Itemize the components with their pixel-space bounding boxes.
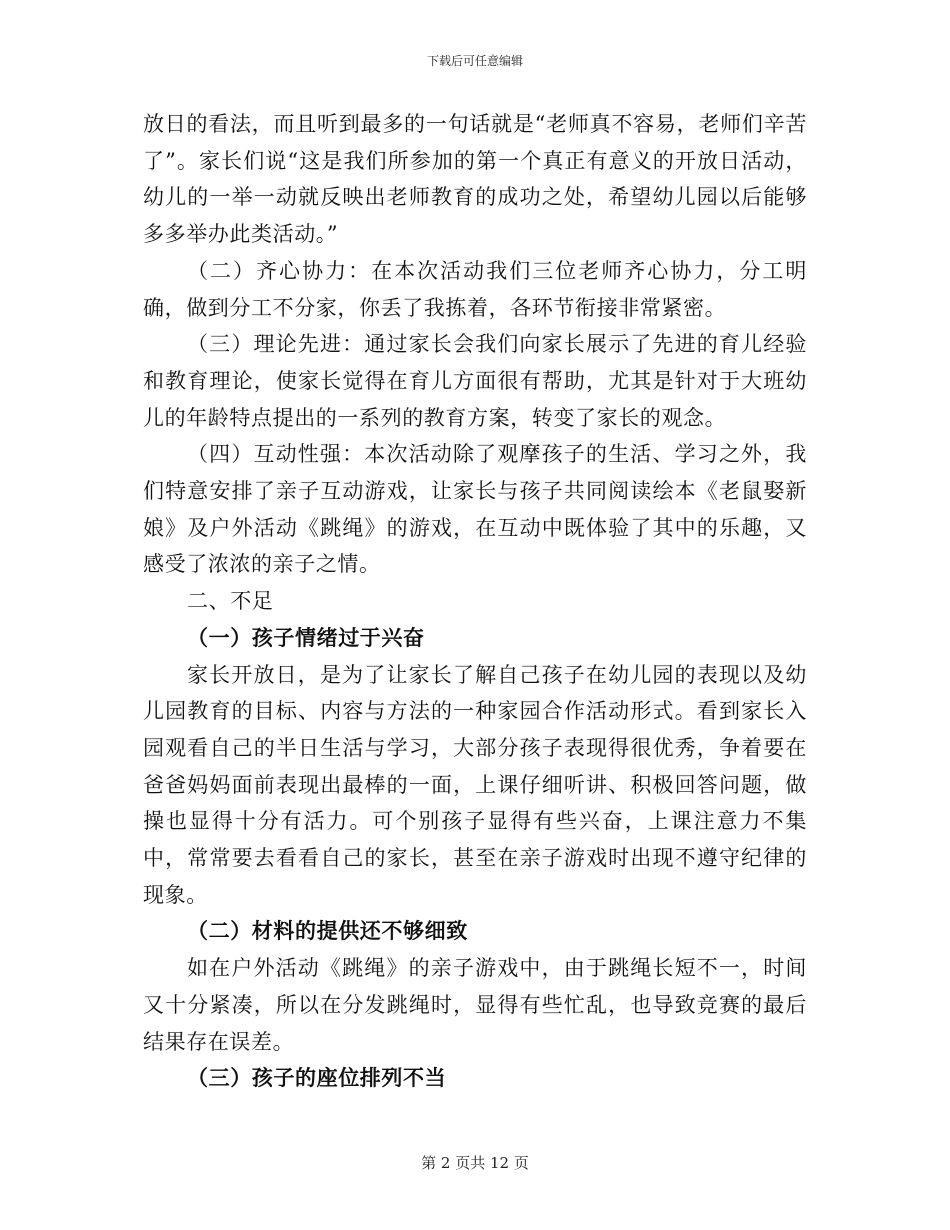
subheading-excited: （一）孩子情绪过于兴奋 — [187, 624, 425, 650]
page-header-note: 下载后可任意编辑 — [426, 54, 523, 68]
page-number: 第 2 页共 12 页 — [421, 1154, 529, 1172]
paragraph-excited: 家长开放日，是为了让家长了解自己孩子在幼儿园的表现以及幼儿园教育的目标、内容与方法的一种家园合作活动形式。看到家长入园观看自己的半日生活与学习，大部分孩子表现得很优秀，争着要在爸爸妈妈面前表现出最棒的一面，上课仔细听讲、积极回答问题，做操也显得十分有活力。可个别孩子显得有些兴奋，上课注意力不集中，常常要去看看自己的家长，甚至在亲子游戏时出现不遵守纪律的现象。 — [143, 662, 807, 907]
paragraph-continued: 放日的看法，而且听到最多的一句话就是“老师真不容易，老师们辛苦了”。家长们说“这是我们所参加的第一个真正有意义的开放日活动，幼儿的一举一动就反映出老师教育的成功之处，希望幼儿园以后能够多多举办此类活动。” — [143, 112, 807, 247]
section-heading-shortcomings: 二、不足 — [187, 589, 274, 614]
document-body — [143, 106, 807, 1097]
paragraph-interaction: （四）互动性强：本次活动除了观摩孩子的生活、学习之外，我们特意安排了亲子互动游戏，让家长与孩子共同阅读绘本《老鼠娶新娘》及户外活动《跳绳》的游戏，在互动中既体验了其中的乐趣，又感受了浓浓的亲子之情。 — [143, 442, 807, 577]
paragraph-unity: （二）齐心协力：在本次活动我们三位老师齐心协力，分工明确，做到分工不分家，你丢了我拣着，各环节衔接非常紧密。 — [143, 258, 807, 320]
paragraph-materials: 如在户外活动《跳绳》的亲子游戏中，由于跳绳长短不一，时间又十分紧凑，所以在分发跳绳时，显得有些忙乱，也导致竞赛的最后结果存在误差。 — [143, 956, 807, 1054]
paragraph-theory: （三）理论先进：通过家长会我们向家长展示了先进的育儿经验和教育理论，使家长觉得在育儿方面很有帮助，尤其是针对于大班幼儿的年龄特点提出的一系列的教育方案，转变了家长的观念。 — [143, 332, 807, 430]
subheading-materials: （二）材料的提供还不够细致 — [187, 918, 468, 944]
subheading-seating: （三）孩子的座位排列不当 — [187, 1065, 447, 1091]
